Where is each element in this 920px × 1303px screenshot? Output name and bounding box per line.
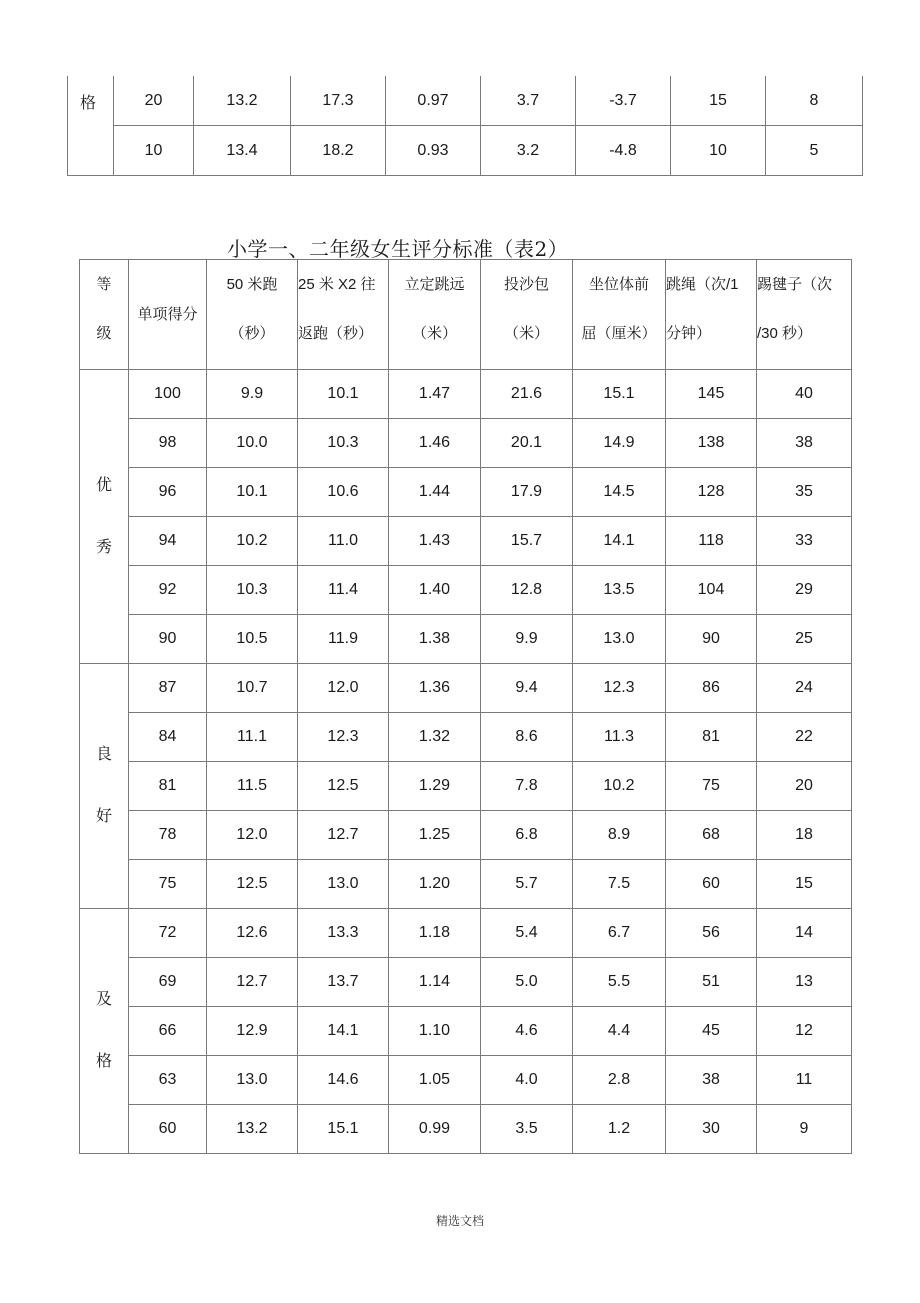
table-cell: 1.38 (389, 615, 481, 664)
table-cell: 1.25 (389, 811, 481, 860)
table-cell: 15.1 (573, 370, 666, 419)
grade-cell (80, 370, 129, 664)
grade-char: 格 (95, 1053, 112, 1070)
table-cell: 13.2 (194, 76, 291, 126)
table-cell: 1.40 (389, 566, 481, 615)
table-cell: 5.5 (573, 958, 666, 1007)
table-cell: 12.6 (207, 909, 298, 958)
table-row (80, 517, 852, 566)
table-cell: 12.5 (298, 762, 389, 811)
table-cell: 25 (757, 615, 852, 664)
table-row (80, 860, 852, 909)
header-rope-skipping: 跳绳（次/1 分钟） (666, 260, 757, 370)
table-cell: 10.3 (207, 566, 298, 615)
table-row (80, 909, 852, 958)
table-cell: 12.3 (573, 664, 666, 713)
table-cell: 1.32 (389, 713, 481, 762)
table-row (80, 664, 852, 713)
table-cell: 9.9 (481, 615, 573, 664)
score-cell: 92 (129, 566, 207, 615)
table-cell: 68 (666, 811, 757, 860)
score-cell: 75 (129, 860, 207, 909)
table-cell: 13 (757, 958, 852, 1007)
table-cell: 29 (757, 566, 852, 615)
table-cell: 13.4 (194, 126, 291, 176)
score-cell: 100 (129, 370, 207, 419)
table-cell: 24 (757, 664, 852, 713)
table-cell: 12.0 (207, 811, 298, 860)
table-cell: 12.7 (207, 958, 298, 1007)
table-cell: 11.0 (298, 517, 389, 566)
table-cell: 10.1 (207, 468, 298, 517)
table-row (80, 615, 852, 664)
table-cell: 7.8 (481, 762, 573, 811)
table-cell: 20 (114, 76, 194, 126)
table-title: 小学一、二年级女生评分标准（表2） (227, 237, 569, 261)
table-cell: 1.10 (389, 1007, 481, 1056)
table-row (80, 1056, 852, 1105)
table-row (80, 566, 852, 615)
table-row (80, 762, 852, 811)
table-cell: 11.9 (298, 615, 389, 664)
table-cell: 9 (757, 1105, 852, 1154)
table-cell: 1.46 (389, 419, 481, 468)
table-cell: 20 (757, 762, 852, 811)
table-cell: 56 (666, 909, 757, 958)
table-cell: 12.9 (207, 1007, 298, 1056)
table-cell: -3.7 (576, 76, 671, 126)
table-cell: 14.9 (573, 419, 666, 468)
table-cell: 4.6 (481, 1007, 573, 1056)
table-cell: 13.0 (207, 1056, 298, 1105)
score-cell: 66 (129, 1007, 207, 1056)
table-cell: 30 (666, 1105, 757, 1154)
table-cell: 8.6 (481, 713, 573, 762)
table-cell: 6.7 (573, 909, 666, 958)
table-cell: 0.93 (386, 126, 481, 176)
header-sandbag-throw: 投沙包 （米） (481, 260, 573, 370)
table-cell: 10.7 (207, 664, 298, 713)
table-cell: -4.8 (576, 126, 671, 176)
grade-char: 优 (95, 476, 112, 494)
score-cell: 60 (129, 1105, 207, 1154)
table-row (80, 958, 852, 1007)
table-cell: 1.05 (389, 1056, 481, 1105)
score-cell: 94 (129, 517, 207, 566)
table-cell: 5 (766, 126, 863, 176)
table-cell: 9.4 (481, 664, 573, 713)
table-cell: 5.0 (481, 958, 573, 1007)
table-cell: 10.2 (573, 762, 666, 811)
table-cell: 12.8 (481, 566, 573, 615)
table-cell: 11.3 (573, 713, 666, 762)
table-cell: 4.0 (481, 1056, 573, 1105)
table-cell: 14.1 (298, 1007, 389, 1056)
table-cell: 12 (757, 1007, 852, 1056)
table-cell: 15.1 (298, 1105, 389, 1154)
table-row (80, 419, 852, 468)
table-cell: 128 (666, 468, 757, 517)
header-grade: 等 级 (80, 260, 129, 370)
table-cell: 13.3 (298, 909, 389, 958)
table-cell: 3.5 (481, 1105, 573, 1154)
table-cell: 13.0 (298, 860, 389, 909)
grade-cell (80, 909, 129, 1154)
table-cell: 11 (757, 1056, 852, 1105)
grade-cell (80, 664, 129, 909)
score-cell: 78 (129, 811, 207, 860)
table-cell: 33 (757, 517, 852, 566)
table-cell: 145 (666, 370, 757, 419)
header-row (80, 260, 852, 370)
table-cell: 12.5 (207, 860, 298, 909)
table-row (80, 713, 852, 762)
table-row (68, 76, 863, 126)
table-cell: 22 (757, 713, 852, 762)
table-cell: 1.43 (389, 517, 481, 566)
table-cell: 13.0 (573, 615, 666, 664)
grade-char: 好 (95, 808, 112, 825)
table-cell: 1.29 (389, 762, 481, 811)
table-cell: 60 (666, 860, 757, 909)
table-cell: 15 (757, 860, 852, 909)
table-cell: 1.36 (389, 664, 481, 713)
table-cell: 86 (666, 664, 757, 713)
table-cell: 10 (671, 126, 766, 176)
table-cell: 15.7 (481, 517, 573, 566)
top-score-table (67, 76, 863, 176)
table-cell: 13.5 (573, 566, 666, 615)
table-cell: 3.2 (481, 126, 576, 176)
table-cell: 45 (666, 1007, 757, 1056)
table-cell: 14.6 (298, 1056, 389, 1105)
table-cell: 38 (757, 419, 852, 468)
table-cell: 40 (757, 370, 852, 419)
table-cell: 13.7 (298, 958, 389, 1007)
table-cell: 38 (666, 1056, 757, 1105)
table-cell: 14.1 (573, 517, 666, 566)
table-cell: 1.2 (573, 1105, 666, 1154)
score-cell: 72 (129, 909, 207, 958)
table-cell: 11.5 (207, 762, 298, 811)
table-cell: 12.3 (298, 713, 389, 762)
table-cell: 35 (757, 468, 852, 517)
table-cell: 1.47 (389, 370, 481, 419)
table-cell: 10.0 (207, 419, 298, 468)
score-cell: 69 (129, 958, 207, 1007)
table-cell: 17.3 (291, 76, 386, 126)
grade-char: 良 (95, 746, 112, 763)
header-standing-jump: 立定跳远 （米） (389, 260, 481, 370)
score-cell: 96 (129, 468, 207, 517)
score-cell: 81 (129, 762, 207, 811)
footer-text: 精选文档 (435, 1214, 484, 1228)
table-cell: 10.3 (298, 419, 389, 468)
table-cell: 13.2 (207, 1105, 298, 1154)
table-row (80, 1007, 852, 1056)
header-score: 单项得分 (129, 260, 207, 370)
score-cell: 87 (129, 664, 207, 713)
table-cell: 75 (666, 762, 757, 811)
table-row (68, 126, 863, 176)
table-row (80, 811, 852, 860)
table-cell: 11.1 (207, 713, 298, 762)
table-cell: 10 (114, 126, 194, 176)
table-cell: 1.14 (389, 958, 481, 1007)
table-cell: 14 (757, 909, 852, 958)
table-cell: 8.9 (573, 811, 666, 860)
table-cell: 20.1 (481, 419, 573, 468)
table-cell: 12.0 (298, 664, 389, 713)
table-row (80, 468, 852, 517)
grade-char: 及 (95, 991, 112, 1008)
header-shuttlecock: 踢毽子（次 /30 秒） (757, 260, 852, 370)
grade-cell: 格 (68, 76, 114, 176)
table-cell: 0.99 (389, 1105, 481, 1154)
score-cell: 63 (129, 1056, 207, 1105)
score-cell: 84 (129, 713, 207, 762)
header-run50: 50 米跑 （秒） (207, 260, 298, 370)
score-cell: 98 (129, 419, 207, 468)
table-cell: 21.6 (481, 370, 573, 419)
table-cell: 2.8 (573, 1056, 666, 1105)
grade-char: 秀 (95, 538, 112, 556)
table-cell: 10.5 (207, 615, 298, 664)
table-cell: 8 (766, 76, 863, 126)
table-cell: 11.4 (298, 566, 389, 615)
table-cell: 10.2 (207, 517, 298, 566)
table-cell: 17.9 (481, 468, 573, 517)
table-cell: 12.7 (298, 811, 389, 860)
table-cell: 6.8 (481, 811, 573, 860)
table-cell: 15 (671, 76, 766, 126)
table-cell: 1.44 (389, 468, 481, 517)
table-cell: 104 (666, 566, 757, 615)
table-cell: 7.5 (573, 860, 666, 909)
table-cell: 0.97 (386, 76, 481, 126)
table-cell: 118 (666, 517, 757, 566)
table-cell: 4.4 (573, 1007, 666, 1056)
girls-score-standard-table (79, 259, 852, 1154)
table-row (80, 1105, 852, 1154)
table-cell: 5.4 (481, 909, 573, 958)
header-shuttle-run: 25 米 X2 往 返跑（秒） (298, 260, 389, 370)
table-cell: 18.2 (291, 126, 386, 176)
table-cell: 3.7 (481, 76, 576, 126)
table-cell: 90 (666, 615, 757, 664)
table-cell: 51 (666, 958, 757, 1007)
table-cell: 81 (666, 713, 757, 762)
table-cell: 9.9 (207, 370, 298, 419)
table-cell: 10.6 (298, 468, 389, 517)
header-sit-and-reach: 坐位体前 屈（厘米） (573, 260, 666, 370)
table-cell: 18 (757, 811, 852, 860)
score-cell: 90 (129, 615, 207, 664)
table-cell: 14.5 (573, 468, 666, 517)
table-cell: 10.1 (298, 370, 389, 419)
table-row (80, 370, 852, 419)
table-cell: 5.7 (481, 860, 573, 909)
table-cell: 138 (666, 419, 757, 468)
table-cell: 1.20 (389, 860, 481, 909)
table-cell: 1.18 (389, 909, 481, 958)
